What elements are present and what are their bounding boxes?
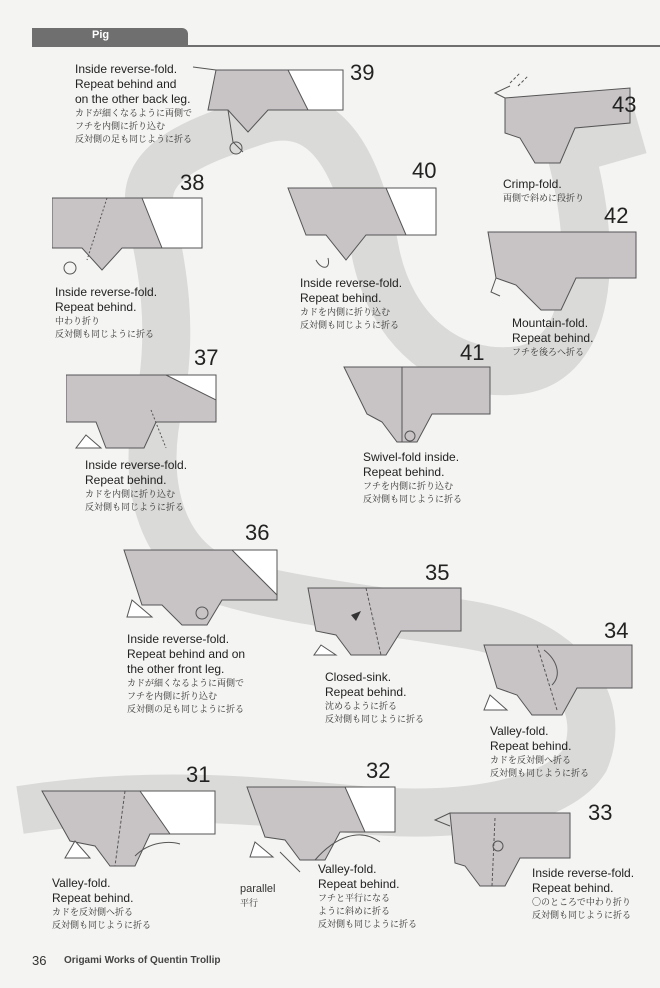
- caption-39-jp-1: カドが細くなるように両側で: [75, 108, 193, 118]
- step-number-40: 40: [412, 158, 437, 183]
- caption-36-jp-1: カドが細くなるように両側で: [127, 678, 245, 688]
- caption-38-en-2: Repeat behind.: [55, 300, 137, 314]
- caption-38-en-1: Inside reverse-fold.: [55, 285, 158, 299]
- caption-step-34: [490, 724, 589, 780]
- caption-step-37: [85, 458, 187, 514]
- caption-36-en-2: Repeat behind and on: [127, 647, 246, 661]
- caption-step-40: [300, 276, 402, 332]
- caption-33-jp-1: 〇のところで中わり折り: [532, 897, 631, 907]
- step-number-32: 32: [366, 758, 391, 783]
- diagram-step-37: [66, 370, 226, 460]
- caption-step-38: [55, 285, 157, 341]
- caption-32-jp-2: ように斜めに折る: [318, 906, 391, 916]
- parallel-label-jp: 平行: [240, 898, 259, 908]
- caption-step-42: [512, 316, 593, 359]
- caption-35-en-1: Closed-sink.: [325, 670, 392, 684]
- caption-40-jp-1: カドを内側に折り込む: [300, 307, 391, 317]
- step-number-35: 35: [425, 560, 450, 585]
- caption-36-jp-3: 反対側の足も同じように折る: [127, 704, 245, 714]
- caption-39-en-2: Repeat behind and: [75, 77, 177, 91]
- parallel-label-en: parallel: [240, 883, 276, 895]
- caption-39-jp-2: フチを内側に折り込む: [75, 121, 166, 131]
- caption-36-jp-2: フチを内側に折り込む: [127, 691, 218, 701]
- caption-41-en-2: Repeat behind.: [363, 465, 445, 479]
- caption-40-en-1: Inside reverse-fold.: [300, 276, 403, 290]
- caption-42-jp-1: フチを後ろへ折る: [512, 347, 585, 357]
- step-number-39: 39: [350, 60, 375, 85]
- diagram-step-43: [490, 68, 640, 178]
- caption-step-36: [127, 632, 245, 716]
- diagram-step-41: [342, 362, 497, 452]
- caption-37-en-1: Inside reverse-fold.: [85, 458, 188, 472]
- caption-32-jp-3: 反対側も同じように折る: [318, 919, 418, 929]
- step-number-42: 42: [604, 203, 629, 228]
- step-number-37: 37: [194, 345, 219, 370]
- caption-step-43: [503, 177, 584, 205]
- diagram-step-39: [188, 62, 348, 162]
- caption-32-jp-1: フチと平行になる: [318, 893, 391, 903]
- caption-39-en-1: Inside reverse-fold.: [75, 62, 178, 76]
- caption-33-en-1: Inside reverse-fold.: [532, 866, 635, 880]
- step-number-36: 36: [245, 520, 270, 545]
- caption-31-jp-2: 反対側も同じように折る: [52, 920, 152, 930]
- diagram-step-34: [482, 640, 637, 725]
- caption-39-jp-3: 反対側の足も同じように折る: [75, 134, 193, 144]
- step-number-34: 34: [604, 618, 629, 643]
- caption-34-jp-1: カドを反対側へ折る: [490, 755, 572, 765]
- caption-34-jp-2: 反対側も同じように折る: [490, 768, 590, 778]
- caption-step-33: [532, 866, 634, 922]
- step-number-31: 31: [186, 762, 211, 787]
- section-tab: [32, 28, 188, 46]
- caption-32-en-1: Valley-fold.: [318, 862, 377, 876]
- caption-43-en-1: Crimp-fold.: [503, 177, 562, 191]
- caption-40-jp-2: 反対側も同じように折る: [300, 320, 400, 330]
- caption-36-en-3: the other front leg.: [127, 662, 225, 676]
- caption-38-jp-1: 中わり折り: [55, 316, 101, 326]
- caption-31-jp-1: カドを反対側へ折る: [52, 907, 134, 917]
- caption-33-en-2: Repeat behind.: [532, 881, 614, 895]
- caption-43-jp-1: 両側で斜めに段折り: [503, 193, 585, 203]
- diagram-step-35: [306, 583, 466, 668]
- book-title: Origami Works of Quentin Trollip: [64, 955, 221, 966]
- caption-31-en-1: Valley-fold.: [52, 876, 111, 890]
- caption-36-en-1: Inside reverse-fold.: [127, 632, 230, 646]
- caption-37-en-2: Repeat behind.: [85, 473, 167, 487]
- diagram-step-31: [40, 786, 220, 876]
- section-title: Pig: [92, 29, 110, 41]
- section-rule: [32, 45, 660, 47]
- caption-33-jp-2: 反対側も同じように折る: [532, 910, 632, 920]
- caption-42-en-2: Repeat behind.: [512, 331, 594, 345]
- caption-31-en-2: Repeat behind.: [52, 891, 134, 905]
- diagram-step-38: [52, 190, 212, 280]
- caption-41-en-1: Swivel-fold inside.: [363, 450, 460, 464]
- caption-40-en-2: Repeat behind.: [300, 291, 382, 305]
- caption-37-jp-2: 反対側も同じように折る: [85, 502, 185, 512]
- caption-34-en-1: Valley-fold.: [490, 724, 549, 738]
- page-number: 36: [32, 953, 47, 968]
- step-number-38: 38: [180, 170, 205, 195]
- step-number-41: 41: [460, 340, 485, 365]
- caption-39-en-3: on the other back leg.: [75, 92, 191, 106]
- caption-38-jp-2: 反対側も同じように折る: [55, 329, 155, 339]
- caption-step-39: [75, 62, 192, 146]
- diagram-step-36: [122, 545, 282, 635]
- caption-32-en-2: Repeat behind.: [318, 877, 400, 891]
- parallel-annotation: [240, 882, 275, 910]
- caption-step-35: [325, 670, 424, 726]
- step-number-33: 33: [588, 800, 613, 825]
- diagram-step-40: [286, 180, 446, 280]
- step-number-43: 43: [612, 92, 637, 117]
- caption-35-jp-2: 反対側も同じように折る: [325, 714, 425, 724]
- caption-37-jp-1: カドを内側に折り込む: [85, 489, 176, 499]
- caption-35-jp-1: 沈めるように折る: [325, 701, 398, 711]
- caption-step-31: [52, 876, 151, 932]
- caption-step-41: [363, 450, 462, 506]
- caption-41-jp-1: フチを内側に折り込む: [363, 481, 454, 491]
- caption-41-jp-2: 反対側も同じように折る: [363, 494, 463, 504]
- caption-34-en-2: Repeat behind.: [490, 739, 572, 753]
- caption-42-en-1: Mountain-fold.: [512, 316, 589, 330]
- diagram-step-42: [486, 230, 638, 320]
- caption-35-en-2: Repeat behind.: [325, 685, 407, 699]
- caption-step-32: [318, 862, 417, 931]
